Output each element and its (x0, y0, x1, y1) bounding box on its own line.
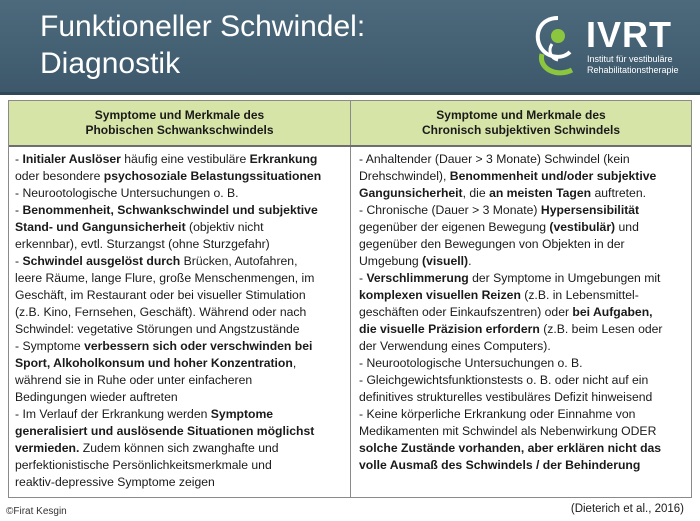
text-line (359, 219, 685, 236)
bold-text-segment: Symptome (210, 407, 274, 421)
bold-text-segment: bei Aufgaben, (572, 305, 653, 319)
text-segment: - Neurootologische Untersuchungen o. B. (15, 186, 239, 200)
text-line (15, 287, 344, 304)
page-title-line-2: Diagnostik (40, 47, 181, 80)
page-title (40, 8, 365, 82)
text-segment: - (15, 152, 23, 166)
text-segment: - Im Verlauf der Erkrankung werden (15, 407, 211, 421)
text-segment: (z.B. beim Lesen oder (539, 322, 663, 336)
bold-text-segment: Erkrankung (249, 152, 318, 166)
text-line (359, 168, 685, 185)
bold-text-segment: komplexen visuellen Reizen (359, 288, 521, 302)
text-line (15, 253, 344, 270)
author-credit: ©Firat Kesgin (6, 506, 67, 517)
bold-text-segment: Schwindel ausgelöst durch (22, 254, 181, 268)
text-segment: erkennbar), evtl. Sturzangst (ohne Sturzgefahr) (15, 237, 270, 251)
bold-text-segment: psychosoziale Belastungssituationen (103, 169, 322, 183)
text-line (359, 304, 685, 321)
text-line (15, 355, 344, 372)
page-title-line-1: Funktioneller Schwindel: (40, 10, 366, 43)
text-line (359, 253, 685, 270)
text-segment: leere Räume, lange Flure, große Menschenmengen, im (15, 271, 315, 285)
text-line (15, 372, 344, 389)
bold-text-segment: Initialer Auslöser (22, 152, 121, 166)
text-segment: Bedingungen wieder auftreten (15, 390, 178, 404)
text-line (359, 202, 685, 219)
text-segment: definitives strukturelles vestibuläres Defizit hinweisend (359, 390, 653, 404)
text-segment: Brücken, Autofahren, (180, 254, 298, 268)
bold-text-segment: Gangunsicherheit (359, 186, 463, 200)
bold-text-segment: Hypersensibilität (540, 203, 640, 217)
ivrt-logo-mark-icon (528, 10, 588, 82)
text-line (359, 440, 685, 457)
text-segment: auftreten. (591, 186, 646, 200)
text-line (359, 338, 685, 355)
bold-text-segment: generalisiert und auslösende Situationen möglichst (15, 424, 315, 438)
text-line (359, 406, 685, 423)
text-segment: oder besondere (15, 169, 104, 183)
right-column-body (351, 147, 691, 497)
text-segment: reaktiv-depressive Symptome zeigen (15, 475, 215, 489)
bold-text-segment: Benommenheit und/oder subjektive (449, 169, 657, 183)
text-segment: Geschäft, im Restaurant oder bei visueller Stimulation (15, 288, 306, 302)
text-line (15, 270, 344, 287)
text-segment: (objektiv nicht (185, 220, 264, 234)
text-line (15, 304, 344, 321)
text-segment: Schwindel: vegetative Störungen und Angstzustände (15, 322, 300, 336)
text-segment: - Gleichgewichtsfunktionstests o. B. oder nicht auf ein (359, 373, 649, 387)
bold-text-segment: die visuelle Präzision erfordern (359, 322, 540, 336)
text-line (359, 389, 685, 406)
ivrt-logo (528, 10, 693, 82)
text-segment: der Symptome in Umgebungen mit (468, 271, 661, 285)
bold-text-segment: (vestibulär) (549, 220, 616, 234)
bold-text-segment: an meisten Tagen (489, 186, 592, 200)
left-header-line-2: Phobischen Schwankschwindels (85, 123, 274, 137)
text-segment: Drehschwindel), (359, 169, 450, 183)
title-banner (0, 0, 700, 95)
text-segment: Zudem können sich zwanghafte und (79, 441, 279, 455)
ivrt-logo-subtitle-line-1: Institut für vestibuläre (587, 54, 673, 64)
text-line (359, 321, 685, 338)
text-segment: Medikamenten mit Schwindel als Nebenwirkung ODER (359, 424, 657, 438)
text-line (359, 372, 685, 389)
bold-text-segment: Sport, Alkoholkonsum und hoher Konzentration (15, 356, 293, 370)
bold-text-segment: Benommenheit, Schwankschwindel und subjektive (22, 203, 318, 217)
text-line (15, 185, 344, 202)
bold-text-segment: solche Zustände vorhanden, aber erklären nicht das (359, 441, 662, 455)
text-line (15, 406, 344, 423)
text-line (15, 219, 344, 236)
text-segment: - (15, 254, 23, 268)
comparison-table (8, 100, 692, 498)
text-line (359, 236, 685, 253)
bold-text-segment: volle Ausmaß des Schwindels / der Behinderung (359, 458, 641, 472)
text-segment: - Symptome (15, 339, 85, 353)
text-segment: (z.B. Kino, Fernsehen, Geschäft). Während oder nach (15, 305, 307, 319)
bold-text-segment: Stand- und Gangunsicherheit (15, 220, 186, 234)
right-header-line-2: Chronisch subjektiven Schwindels (421, 123, 621, 137)
text-segment: gegenüber der eigenen Bewegung (359, 220, 550, 234)
right-header-line-1: Symptome und Merkmale des (436, 108, 606, 122)
source-citation: (Dieterich et al., 2016) (570, 503, 684, 515)
text-line (15, 474, 344, 491)
text-segment: gegenüber den Bewegungen von Objekten in der (359, 237, 625, 251)
text-segment: der Verwendung eines Computers). (359, 339, 551, 353)
text-segment: (z.B. in Lebensmittel- (520, 288, 639, 302)
text-segment: , (292, 356, 297, 370)
text-line (359, 457, 685, 474)
text-line (15, 151, 344, 168)
bold-text-segment: (visuell) (422, 254, 469, 268)
bold-text-segment: Verschlimmerung (366, 271, 469, 285)
text-line (15, 338, 344, 355)
text-segment: geschäften oder Einkaufszentren) oder (359, 305, 573, 319)
left-column-header (9, 101, 351, 145)
left-header-line-1: Symptome und Merkmale des (94, 108, 265, 122)
right-column-header (351, 101, 691, 145)
text-line (359, 355, 685, 372)
ivrt-logo-subtitle-line-2: Rehabilitationstherapie (587, 65, 679, 75)
text-segment: häufig eine vestibuläre (120, 152, 250, 166)
text-line (15, 168, 344, 185)
text-line (359, 423, 685, 440)
text-segment: während sie in Ruhe oder unter einfacheren (15, 373, 253, 387)
text-line (359, 151, 685, 168)
text-line (15, 389, 344, 406)
text-line (359, 185, 685, 202)
ivrt-logo-subtitle (587, 54, 679, 76)
bold-text-segment: verbessern sich oder verschwinden bei (84, 339, 313, 353)
text-segment: - Chronische (Dauer > 3 Monate) (359, 203, 541, 217)
text-segment: - (359, 271, 367, 285)
text-line (15, 440, 344, 457)
text-segment: perfektionistische Persönlichkeitsmerkmale und (15, 458, 272, 472)
text-segment: - (15, 203, 23, 217)
text-segment: Umgebung (359, 254, 423, 268)
text-segment: - Anhaltender (Dauer > 3 Monate) Schwindel (kein (359, 152, 630, 166)
text-segment: und (615, 220, 639, 234)
text-segment: , die (462, 186, 490, 200)
text-line (15, 457, 344, 474)
text-line (359, 270, 685, 287)
text-line (15, 423, 344, 440)
bold-text-segment: vermieden. (15, 441, 80, 455)
ivrt-logo-word: IVRT (586, 14, 673, 55)
text-line (15, 321, 344, 338)
text-line (15, 236, 344, 253)
text-segment: - Neurootologische Untersuchungen o. B. (359, 356, 583, 370)
text-segment: . (468, 254, 472, 268)
text-line (15, 202, 344, 219)
text-segment: - Keine körperliche Erkrankung oder Einnahme von (359, 407, 636, 421)
text-line (359, 287, 685, 304)
left-column-body (9, 147, 351, 497)
